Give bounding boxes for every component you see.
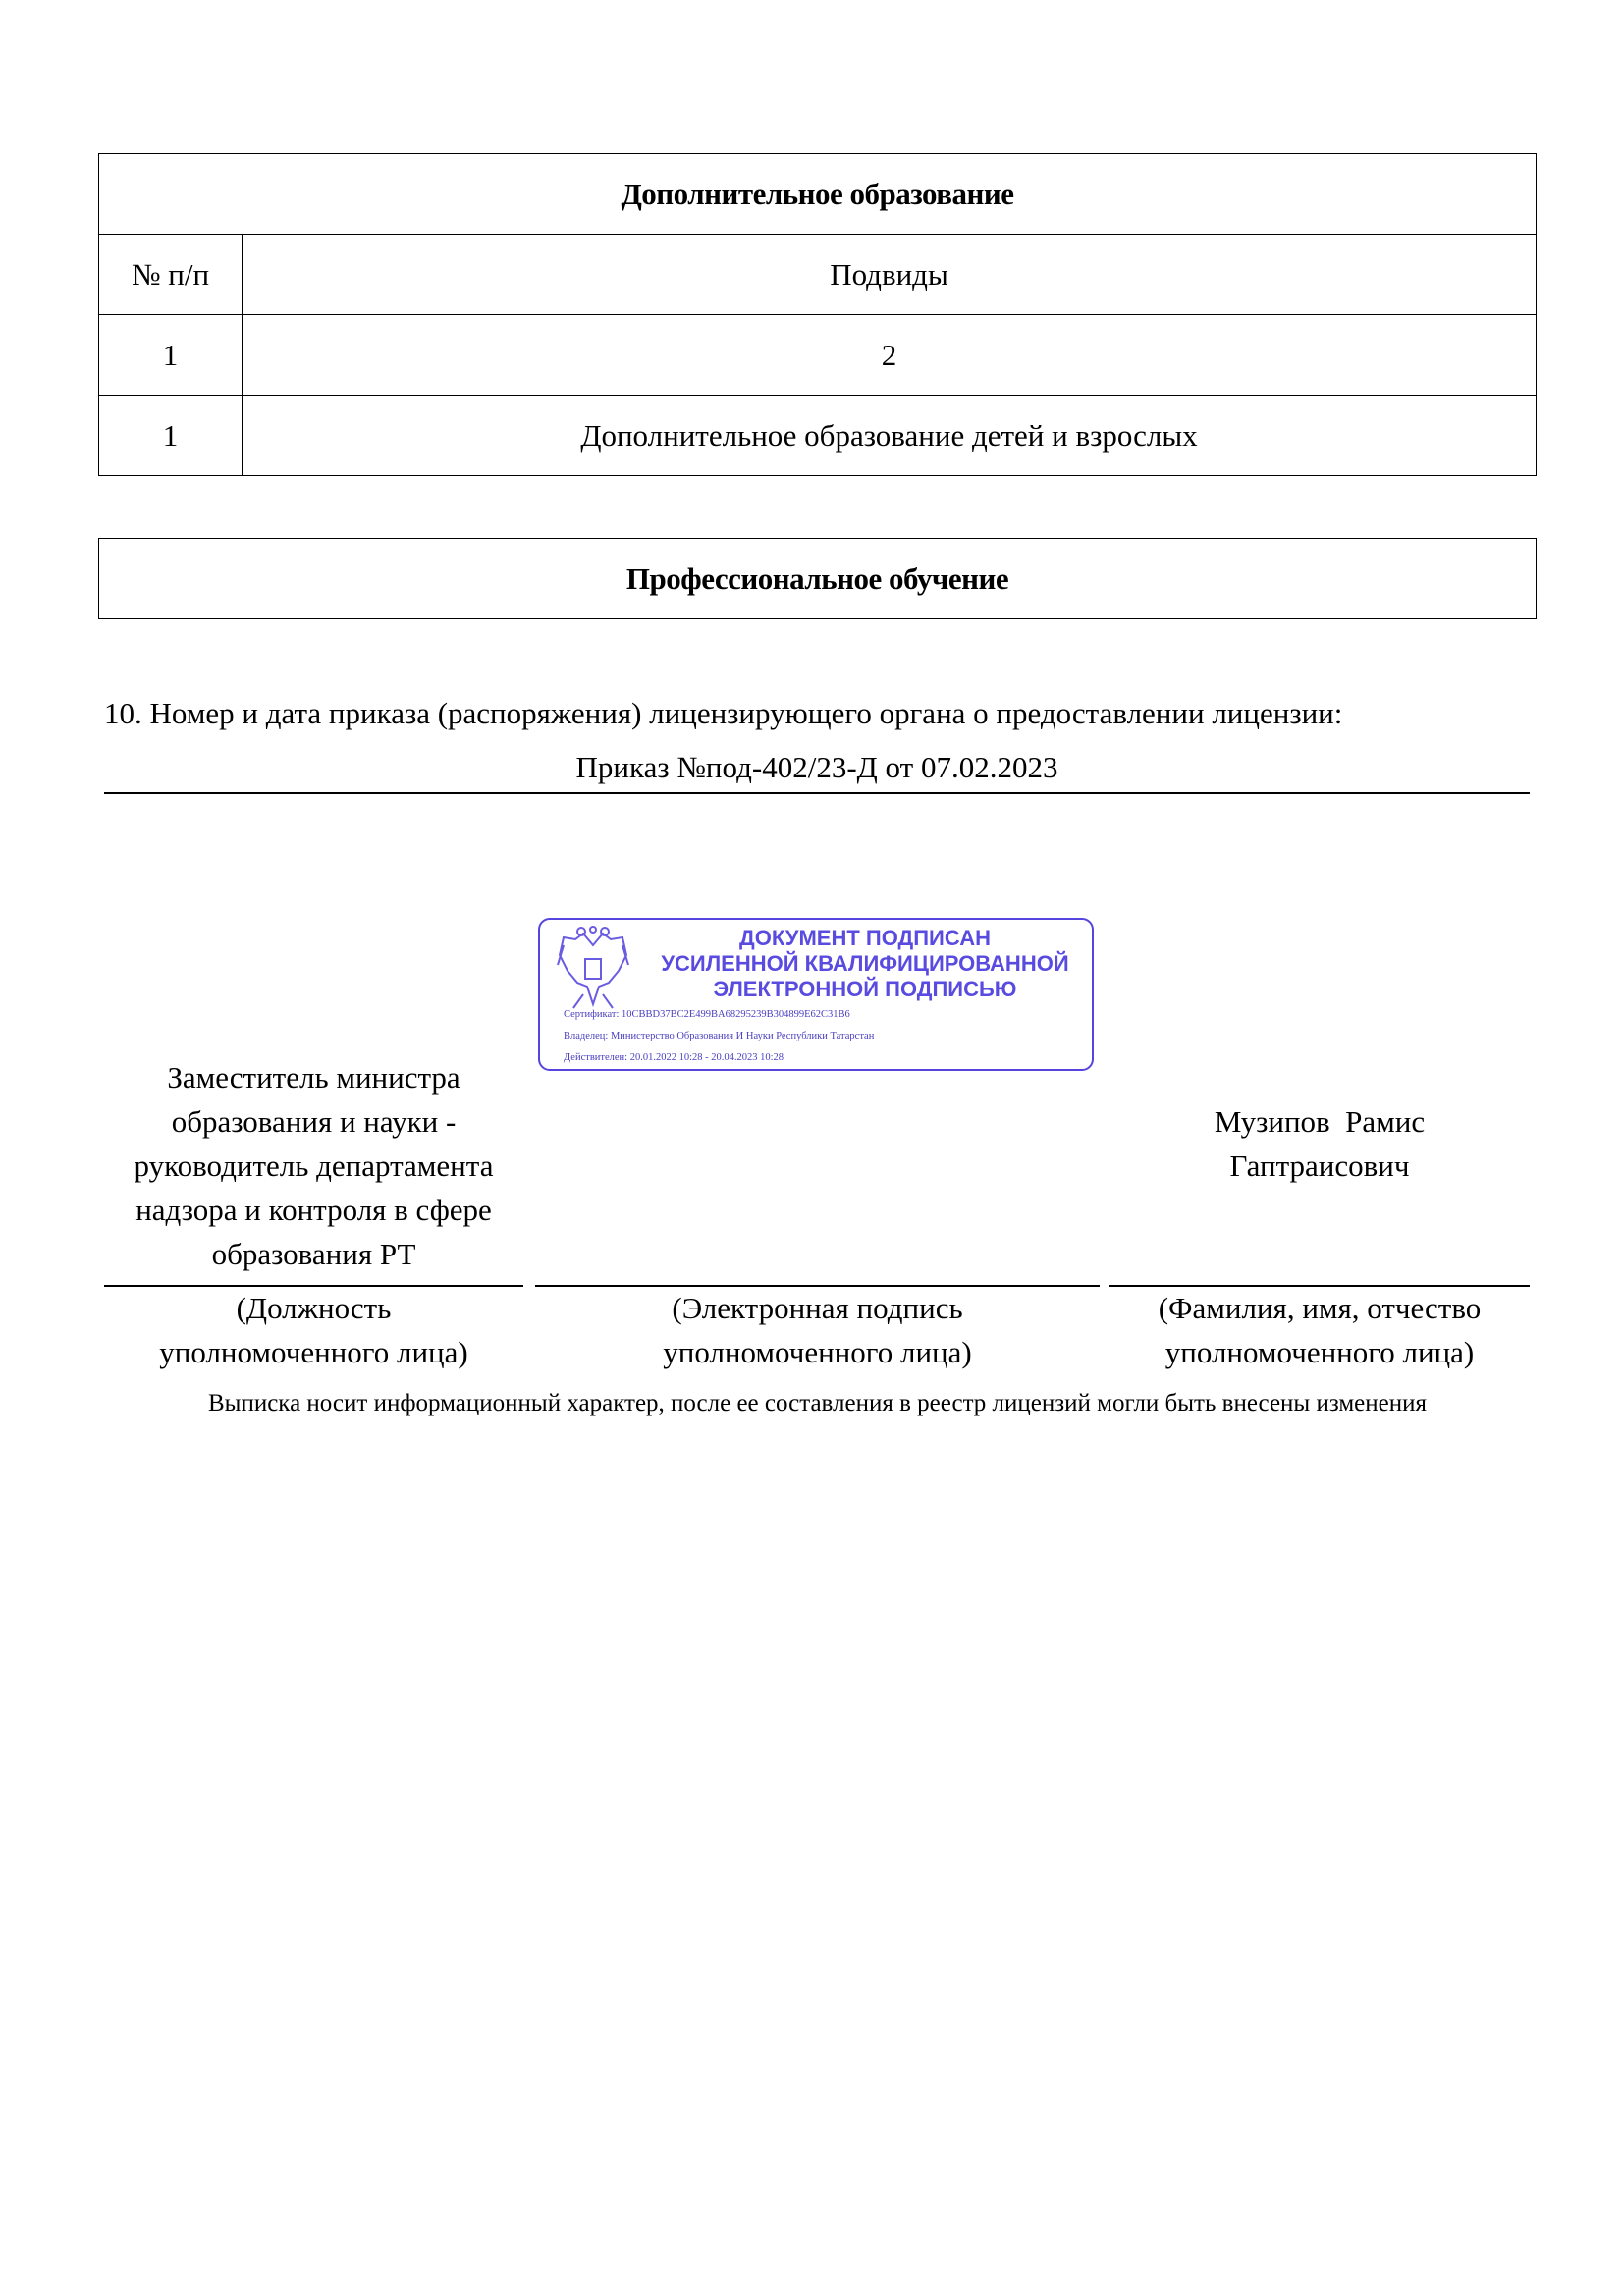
additional-education-table: [98, 153, 1537, 476]
col-header-number: № п/п: [99, 235, 243, 315]
divider: [104, 792, 1530, 794]
footer-note: Выписка носит информационный характер, после ее составления в реестр лицензий могли быть внесены изменения: [207, 1390, 1428, 1416]
table-title: Профессиональное обучение: [99, 539, 1537, 619]
row-subtype: Дополнительное образование детей и взрослых: [243, 396, 1537, 476]
stamp-title: ДОКУМЕНТ ПОДПИСАН УСИЛЕННОЙ КВАЛИФИЦИРОВАННОЙ ЭЛЕКТРОННОЙ ПОДПИСЬЮ: [661, 926, 1069, 1001]
index-cell: 1: [99, 315, 243, 396]
col-header-subtypes: Подвиды: [243, 235, 1537, 315]
caption-signature: (Электронная подпись уполномоченного лица): [663, 1291, 972, 1369]
table-title: Дополнительное образование: [99, 154, 1537, 235]
index-cell: 2: [243, 315, 1537, 396]
caption-name: (Фамилия, имя, отчество уполномоченного лица): [1158, 1291, 1482, 1369]
caption-position: (Должность уполномоченного лица): [159, 1291, 468, 1369]
stamp-owner: Владелец: Министерство Образования И Науки Республики Татарстан: [564, 1031, 875, 1041]
electronic-signature-stamp: [538, 918, 1094, 1071]
professional-training-table: [98, 538, 1537, 619]
table-row: [99, 396, 1537, 476]
item-10-value: Приказ №под-402/23-Д от 07.02.2023: [575, 750, 1058, 784]
stamp-validity: Действителен: 20.01.2022 10:28 - 20.04.2023 10:28: [564, 1052, 784, 1063]
row-number: 1: [99, 396, 243, 476]
signer-name: Музипов Рамис Гаптраисович: [1214, 1104, 1426, 1183]
item-10-label: 10. Номер и дата приказа (распоряжения) лицензирующего органа о предоставлении лицензии:: [104, 696, 1343, 730]
stamp-certificate: Сертификат: 10CBBD37BC2E499BA68295239B304899E62C31B6: [564, 1009, 850, 1020]
signer-position: Заместитель министра образования и науки - руководитель департамента надзора и контроля в сфере образования РТ: [134, 1060, 494, 1271]
coat-of-arms-icon: [554, 926, 632, 1012]
